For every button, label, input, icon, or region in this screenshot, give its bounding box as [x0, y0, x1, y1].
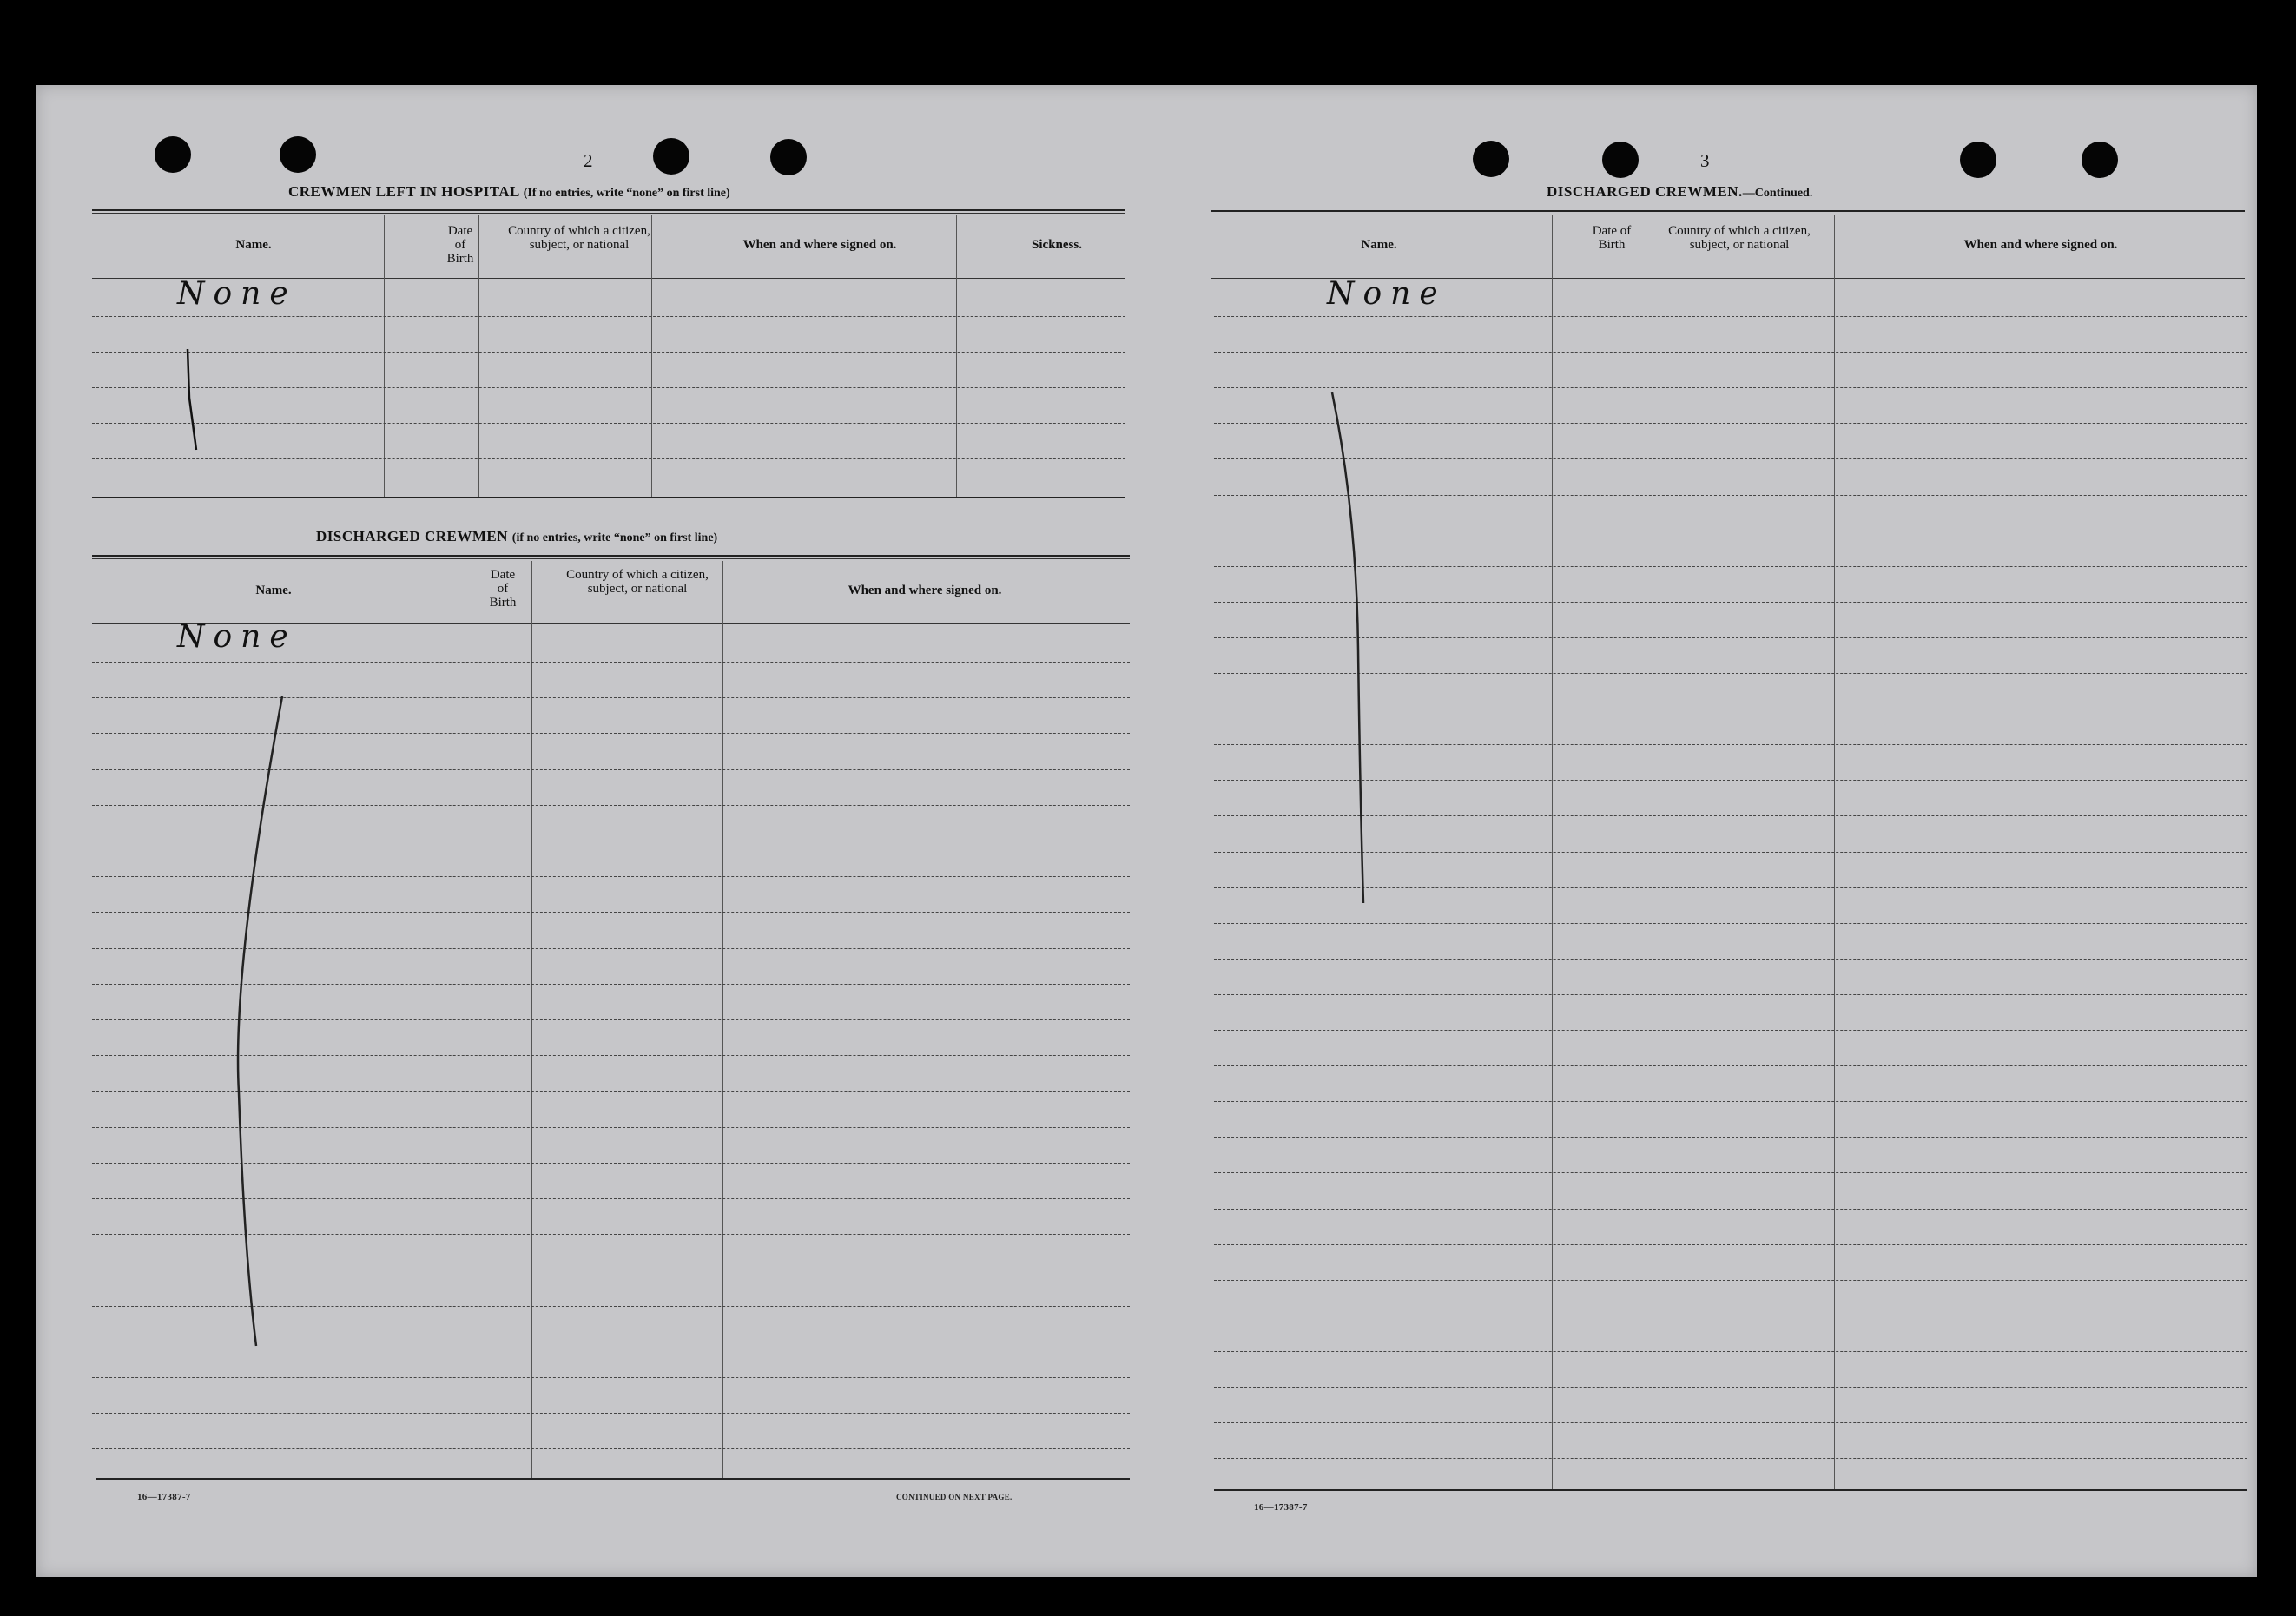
- col-header-country: Country of which a citizen, subject, or national: [1668, 224, 1811, 252]
- column-divider: [1834, 215, 1835, 1490]
- handwritten-vertical-stroke: [1329, 389, 1381, 910]
- col-header-name: Name.: [1361, 238, 1397, 252]
- punch-hole: [653, 138, 689, 175]
- entry-line: [1214, 1065, 2247, 1066]
- col-header-country: Country of which a citizen, subject, or national: [508, 224, 650, 252]
- punch-hole: [280, 136, 316, 173]
- entry-line: [1214, 1422, 2247, 1423]
- section-title-discharged-continued: DISCHARGED CREWMEN.—Continued.: [1547, 183, 1813, 200]
- entry-line: [92, 387, 1125, 388]
- handwritten-none-discharged: None: [177, 619, 297, 655]
- double-rule: [1211, 210, 2245, 214]
- double-rule: [92, 555, 1130, 559]
- entry-line: [1214, 923, 2247, 924]
- col-header-signed-on: When and where signed on.: [848, 584, 1002, 597]
- entry-line: [1214, 1280, 2247, 1281]
- entry-line: [92, 458, 1125, 459]
- entry-line: [1214, 1172, 2247, 1173]
- col-header-date-of-birth: Date of Birth: [489, 568, 517, 610]
- col-header-name: Name.: [235, 238, 272, 252]
- entry-line: [1214, 1137, 2247, 1138]
- col-header-date-of-birth: Date of Birth: [446, 224, 474, 266]
- page-number: 2: [584, 150, 593, 171]
- punch-hole: [2082, 142, 2118, 178]
- section-bottom-rule: [1214, 1489, 2247, 1491]
- entry-line: [92, 1377, 1130, 1378]
- continued-note: CONTINUED ON NEXT PAGE.: [896, 1493, 1013, 1501]
- punch-hole: [770, 139, 807, 175]
- entry-line: [1214, 1209, 2247, 1210]
- entry-line: [1214, 352, 2247, 353]
- entry-line: [1214, 387, 2247, 388]
- col-header-sickness: Sickness.: [1032, 238, 1082, 252]
- entry-line: [1214, 1387, 2247, 1388]
- entry-line: [1214, 1458, 2247, 1459]
- punch-hole: [1960, 142, 1996, 178]
- handwritten-none-hospital: None: [177, 276, 297, 312]
- col-header-signed-on: When and where signed on.: [742, 238, 897, 252]
- punch-hole: [1473, 141, 1509, 177]
- entry-line: [1214, 316, 2247, 317]
- column-divider: [384, 215, 385, 497]
- handwritten-vertical-stroke: [184, 346, 201, 458]
- column-divider: [651, 215, 652, 497]
- section-title-hospital: CREWMEN LEFT IN HOSPITAL (If no entries, write “none” on first line): [288, 183, 730, 200]
- entry-line: [92, 316, 1125, 317]
- entry-line: [1214, 1030, 2247, 1031]
- form-number: 16—17387-7: [1254, 1502, 1308, 1513]
- entry-line: [1214, 1351, 2247, 1352]
- column-divider: [956, 215, 957, 497]
- entry-line: [92, 662, 1130, 663]
- punch-hole: [155, 136, 191, 173]
- col-header-signed-on: When and where signed on.: [1963, 238, 2118, 252]
- handwritten-vertical-stroke: [232, 693, 284, 1353]
- entry-line: [92, 423, 1125, 424]
- column-divider: [1552, 215, 1553, 1490]
- entry-line: [1214, 959, 2247, 960]
- document-sheet: [36, 85, 2257, 1577]
- form-number: 16—17387-7: [137, 1492, 191, 1502]
- entry-line: [92, 352, 1125, 353]
- entry-line: [1214, 1244, 2247, 1245]
- entry-line: [92, 1448, 1130, 1449]
- entry-line: [1214, 1101, 2247, 1102]
- handwritten-none-continued: None: [1327, 276, 1447, 312]
- col-header-name: Name.: [255, 584, 292, 597]
- entry-line: [92, 1413, 1130, 1414]
- col-header-date-of-birth: Date of Birth: [1592, 224, 1632, 252]
- page-number: 3: [1700, 150, 1710, 171]
- section-title-discharged: DISCHARGED CREWMEN (if no entries, write “none” on first line): [316, 528, 718, 544]
- double-rule: [92, 209, 1125, 214]
- section-bottom-rule: [92, 497, 1125, 498]
- section-bottom-rule: [96, 1478, 1130, 1480]
- column-divider: [478, 215, 479, 497]
- col-header-country: Country of which a citizen, subject, or national: [566, 568, 709, 596]
- punch-hole: [1602, 142, 1639, 178]
- entry-line: [1214, 994, 2247, 995]
